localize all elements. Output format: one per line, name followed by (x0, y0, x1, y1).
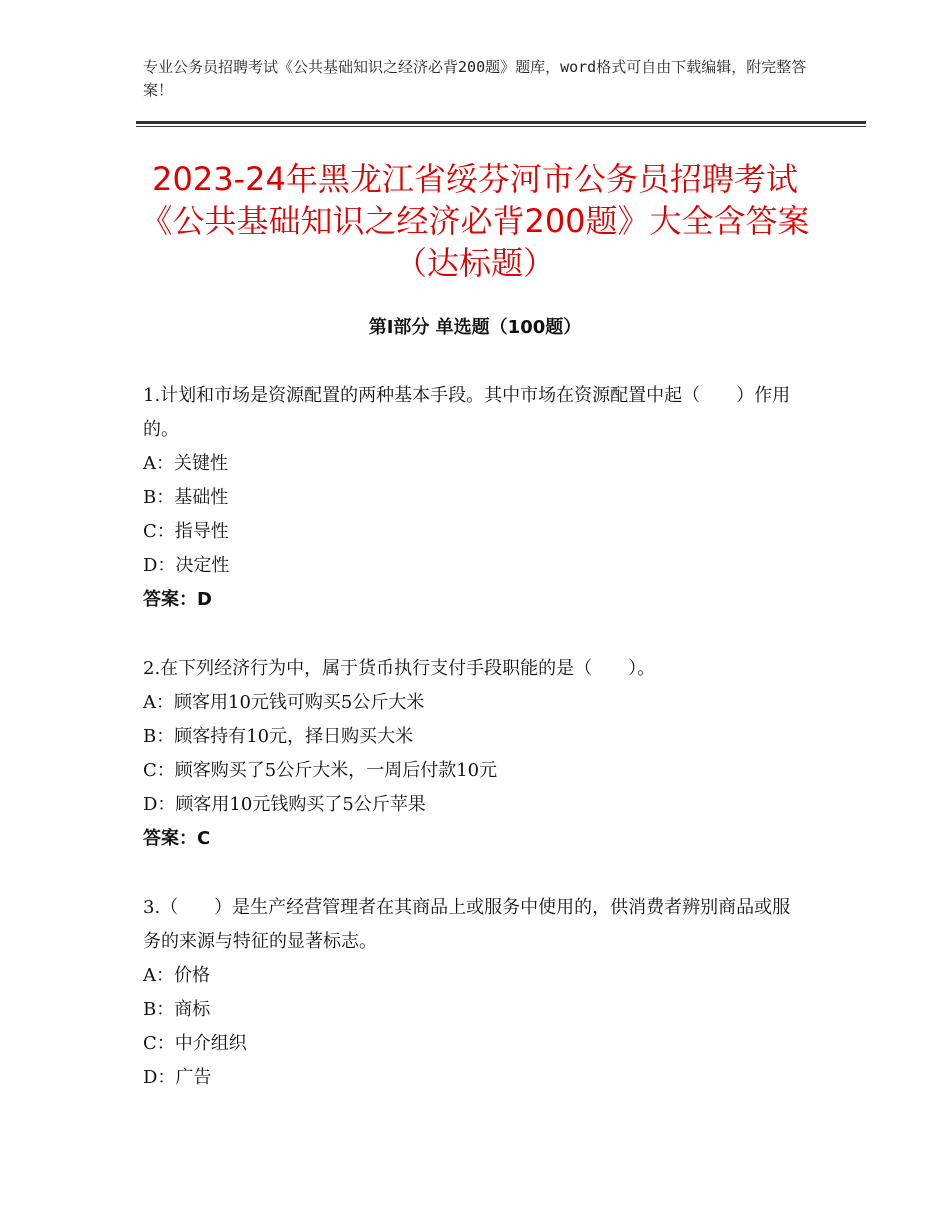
option-b: B：顾客持有10元，择日购买大米 (143, 726, 414, 747)
option-c: C：中介组织 (143, 1033, 247, 1054)
option-b: B：基础性 (143, 487, 229, 508)
question-stem: 2.在下列经济行为中，属于货币执行支付手段职能的是（ ）。 (143, 658, 656, 679)
question-1 (143, 379, 803, 617)
option-d: D：广告 (143, 1067, 212, 1088)
option-c: C：指导性 (143, 521, 229, 542)
option-b: B：商标 (143, 999, 211, 1020)
section-heading: 第Ⅰ部分 单选题（100题） (368, 317, 582, 338)
question-3 (143, 891, 803, 1095)
question-stem: 3.（ ）是生产经营管理者在其商品上或服务中使用的，供消费者辨别商品或服务的来源与特征的显著标志。 (143, 897, 791, 952)
header-divider (136, 121, 866, 127)
document-title: 2023-24年黑龙江省绥芬河市公务员招聘考试《公共基础知识之经济必背200题》大全含答案（达标题） (140, 160, 810, 282)
option-d: D：决定性 (143, 555, 230, 576)
option-a: A：顾客用10元钱可购买5公斤大米 (143, 692, 425, 713)
header-note: 专业公务员招聘考试《公共基础知识之经济必背200题》题库，word格式可自由下载编辑，附完整答案！ (143, 58, 807, 99)
question-stem: 1.计划和市场是资源配置的两种基本手段。其中市场在资源配置中起（ ）作用的。 (143, 385, 791, 440)
answer: 答案：C (143, 828, 211, 849)
option-a: A：关键性 (143, 453, 228, 474)
option-d: D：顾客用10元钱购买了5公斤苹果 (143, 794, 426, 815)
answer: 答案：D (143, 589, 212, 610)
option-a: A：价格 (143, 965, 210, 986)
option-c: C：顾客购买了5公斤大米，一周后付款10元 (143, 760, 498, 781)
question-2 (143, 652, 803, 856)
